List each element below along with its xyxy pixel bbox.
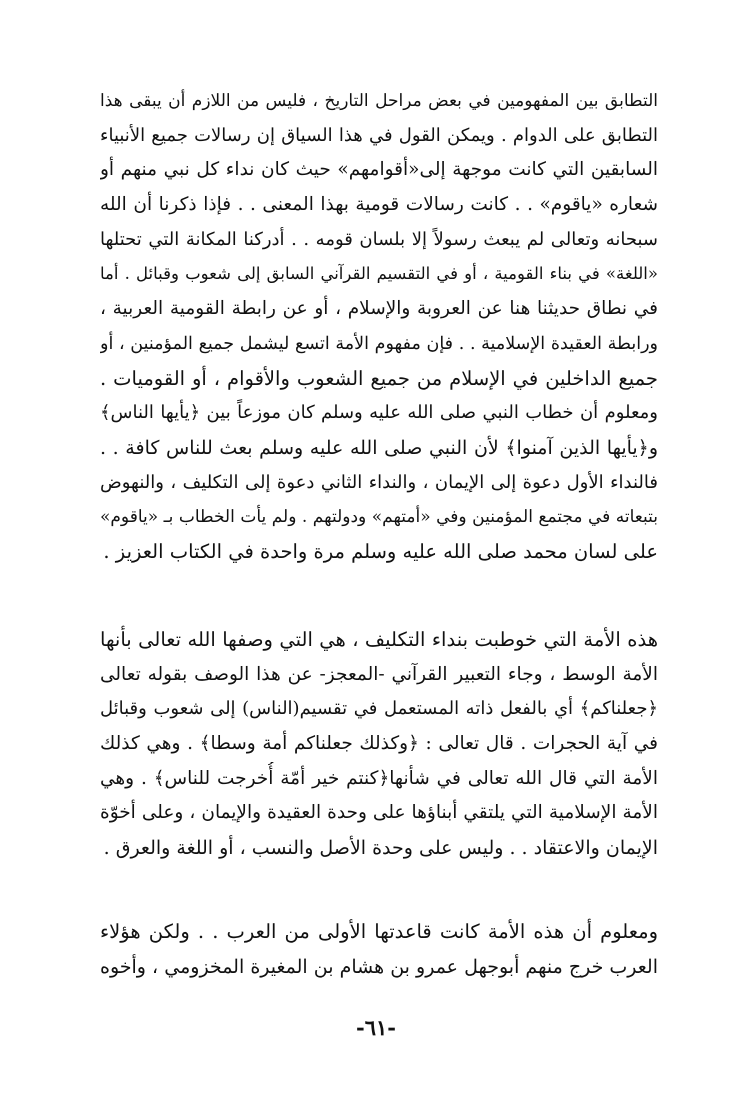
text-line: في نطاق حديثنا هنا عن العروبة والإسلام ، أو عن رابطة القومية العربية ، — [100, 298, 658, 320]
text-line: الأمة التي قال الله تعالى في شأنها﴿كنتم خير أمّة أُخرجت للناس﴾ . وهي — [100, 767, 658, 789]
paragraph-3 — [100, 915, 658, 984]
text-line: ورابطة العقيدة الإسلامية . . فإن مفهوم الأمة اتسع ليشمل جميع المؤمنين ، أو — [100, 333, 658, 354]
text-line: سبحانه وتعالى لم يبعث رسولاً إلا بلسان قومه . . أدركنا المكانة التي تحتلها — [100, 228, 658, 250]
text-line: في آية الحجرات . قال تعالى : ﴿وكذلك جعلناكم أمة وسطا﴾ . وهي كذلك — [100, 733, 658, 755]
text-line: العرب خرج منهم أبوجهل عمرو بن هشام بن المغيرة المخزومي ، وأخوه — [100, 955, 658, 978]
text-line: التطابق بين المفهومين في بعض مراحل التاريخ ، فليس من اللازم أن يبقى هذا — [100, 91, 658, 111]
text-line: ومعلوم أن هذه الأمة كانت قاعدتها الأولى من العرب . . ولكن هؤلاء — [100, 920, 658, 943]
text-line: الإيمان والاعتقاد . . وليس على وحدة الأصل والنسب ، أو اللغة والعرق . — [103, 837, 658, 860]
text-line: ومعلوم أن خطاب النبي صلى الله عليه وسلم كان موزعاً بين ﴿يأيها الناس﴾ — [100, 402, 658, 424]
text-line: الأمة الإسلامية التي يلتقي أبناؤها على وحدة العقيدة والإيمان ، وعلى أخوّة — [100, 802, 658, 824]
text-line: بتبعاته في مجتمع المؤمنين وفي «أمتهم» ودولتهم . ولم يأت الخطاب بـ «ياقوم» — [100, 507, 658, 528]
text-line: الأمة الوسط ، وجاء التعبير القرآني -المعجز- عن هذا الوصف بقوله تعالى — [100, 663, 658, 685]
text-line: ﴿جعلناكم﴾ أي بالفعل ذاته المستعمل في تقسيم(الناس) إلى شعوب وقبائل — [100, 698, 658, 720]
text-line: هذه الأمة التي خوطبت بنداء التكليف ، هي التي وصفها الله تعالى بأنها — [100, 628, 658, 651]
text-line: السابقين التي كانت موجهة إلى«أقوامهم» حيث كان نداء كل نبي منهم أو — [100, 159, 658, 181]
text-line: و﴿يأيها الذين آمنوا﴾ لأن النبي صلى الله عليه وسلم بعث للناس كافة . . — [100, 436, 658, 459]
text-line: شعاره «ياقوم» . . كانت رسالات قومية بهذا المعنى . . فإذا ذكرنا أن الله — [100, 194, 658, 216]
text-line: على لسان محمد صلى الله عليه وسلم مرة واحدة في الكتاب العزيز . — [103, 539, 658, 563]
paragraph-1 — [100, 84, 658, 570]
text-line: التطابق على الدوام . ويمكن القول في هذا السياق إن رسالات جميع الأنبياء — [100, 124, 658, 146]
paragraph-2 — [100, 623, 658, 866]
text-line: فالنداء الأول دعوة إلى الإيمان ، والنداء الثاني دعوة إلى التكليف ، والنهوض — [100, 471, 658, 493]
page-number: -٦١- — [356, 1015, 396, 1040]
text-line: جميع الداخلين في الإسلام من جميع الشعوب والأقوام ، أو القوميات . — [100, 366, 658, 390]
text-line: «اللغة» في بناء القومية ، أو في التقسيم القرآني السابق إلى شعوب وقبائل . أما — [100, 264, 658, 284]
